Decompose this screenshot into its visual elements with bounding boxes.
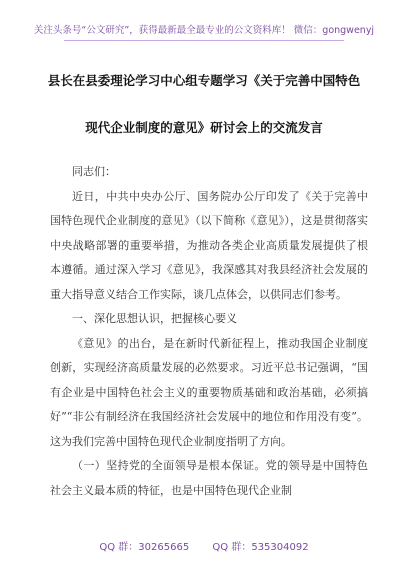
- header-promo-note: 关注头条号“公文研究”，获得最新最全最专业的公文资料库！ 微信：gongwenyj: [33, 25, 375, 36]
- footer-qq-group-2: QQ 群：535304092: [212, 542, 309, 553]
- footer-contacts: [0, 538, 408, 553]
- paragraph-intro: 近日，中共中央办公厅、国务院办公厅印发了《关于完善中国特色现代企业制度的意见》（以下简称《意见》），这是贯彻落实中央战略部署的重要举措，为推动各类企业高质量发展提供了根本遵循。通过深入学习《意见》，我深感其对我县经济社会发展的重大指导意义结合工作实际，谈几点体会，以供同志们参考。: [50, 189, 368, 301]
- section-heading-1: 一、深化思想认识，把握核心要义: [72, 312, 237, 325]
- paragraph-section-1: 《意见》的出台，是在新时代新征程上，推动我国企业制度创新，实现经济高质量发展的必然要求。习近平总书记强调，“国有企业是中国特色社会主义的重要物质基础和政治基础，必须搞好”“非公有制经济在我国经济社会发展中的地位和作用没有变”。这为我们完善中国特色现代企业制度指明了方向。: [50, 336, 368, 448]
- header-divider: [64, 40, 344, 41]
- salutation: 同志们：: [72, 165, 116, 178]
- document-title-line-2: 现代企业制度的意见》研讨会上的交流发言: [85, 120, 323, 135]
- footer-qq-group-1: QQ 群：30265665: [99, 542, 190, 553]
- document-body: [50, 160, 368, 503]
- paragraph-subsection-1: （一）坚持党的全面领导是根本保证。党的领导是中国特色社会主义最本质的特征，也是中国特色现代企业制: [50, 459, 368, 497]
- document-title-line-1: 县长在县委理论学习中心组专题学习《关于完善中国特色: [47, 73, 361, 88]
